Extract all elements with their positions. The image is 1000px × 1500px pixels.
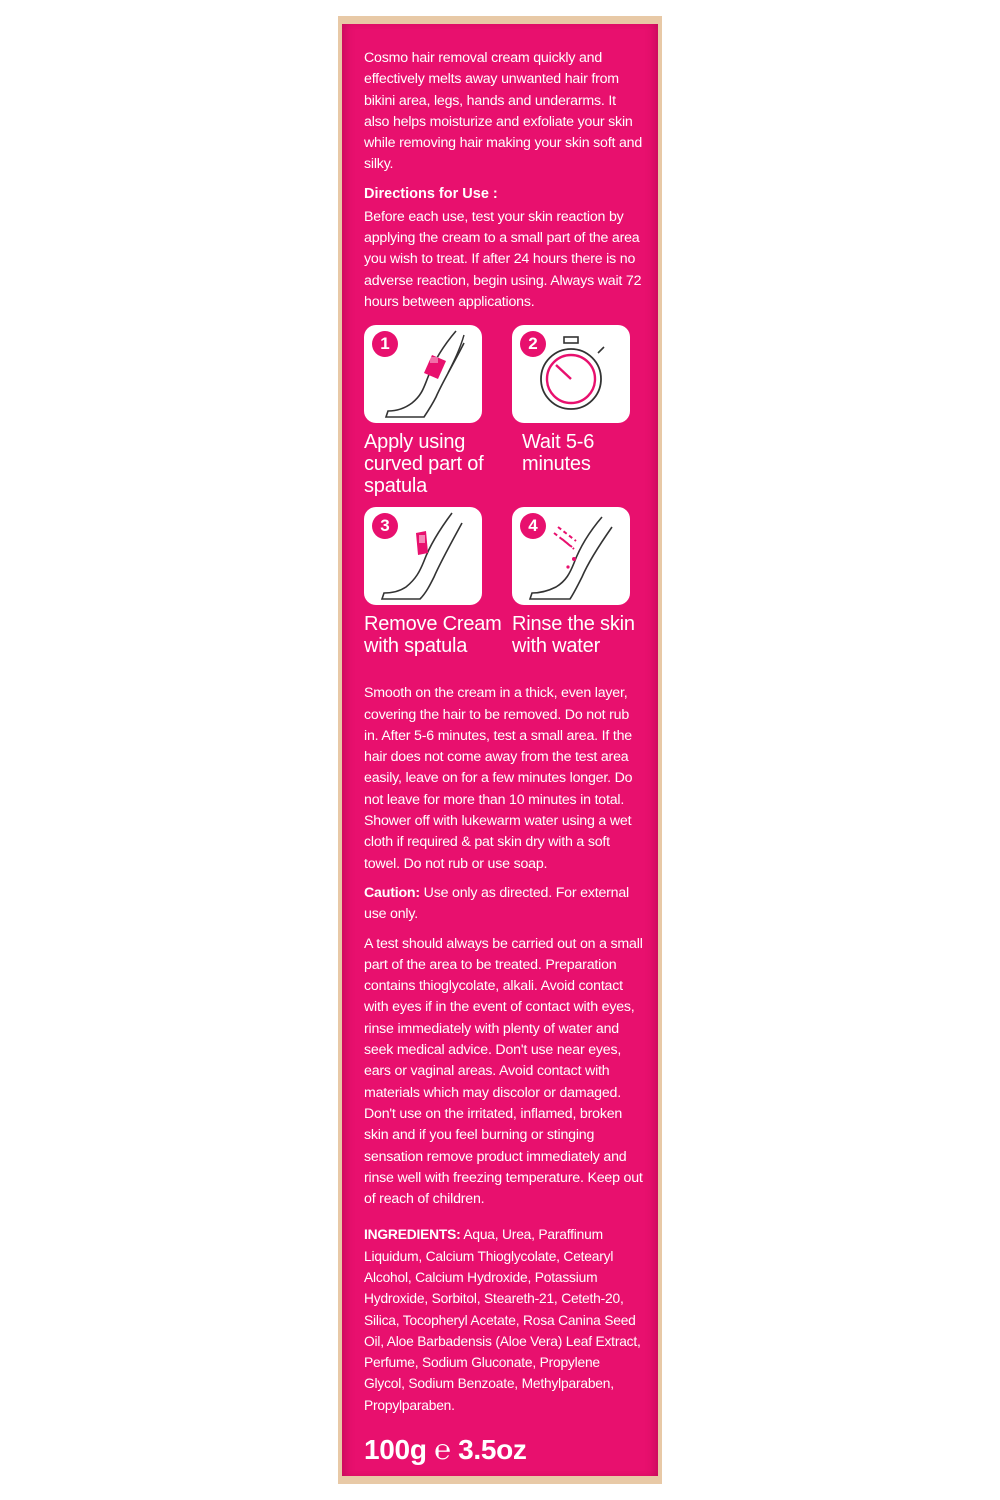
step-4-number: 4	[520, 513, 546, 539]
step-3-caption: Remove Cream with spatula	[364, 613, 502, 658]
ingredients-body: Aqua, Urea, Paraffinum Liquidum, Calcium Thioglycolate, Cetearyl Alcohol, Calcium Hydroxide, Potassium Hydroxide, Sorbitol, Steareth-21, Ceteth-20, Silica, Tocopheryl Acetate, Rosa Canina Seed Oil, Aloe Barbadensis (Aloe Vera) Leaf Extract, Perfume, Sodium Gluconate, Propylene Glycol, Sodium Benzoate, Methylparaben, Propylparaben.	[364, 1227, 641, 1413]
step-3-number: 3	[372, 513, 398, 539]
intro-text: Cosmo hair removal cream quickly and effectively melts away unwanted hair from bikini area, legs, hands and underarms. It also helps moisturize and exfoliate your skin while removing hair making your skin soft and silky.	[364, 50, 643, 173]
step-2-caption: Wait 5-6 minutes	[522, 431, 595, 476]
step-1-number: 1	[372, 331, 398, 357]
step-1-caption: Apply using curved part of spatula	[364, 431, 484, 498]
step-3	[364, 507, 504, 683]
ingredients-label: INGREDIENTS:	[364, 1227, 461, 1243]
step-2-tile	[512, 325, 630, 423]
step-1-tile	[364, 325, 482, 423]
panel-content	[364, 48, 644, 1466]
directions-text: Before each use, test your skin reaction by applying the cream to a small part of the area you wish to treat. If after 24 hours there is no adverse reaction, begin using. Always wait 72 hours between applications.	[364, 208, 642, 310]
steps-grid	[364, 325, 644, 683]
step-4-tile	[512, 507, 630, 605]
directions-heading: Directions for Use :	[364, 185, 498, 202]
step-4-caption: Rinse the skin with water	[512, 613, 635, 658]
step-4	[512, 507, 652, 683]
ingredients-text	[364, 1224, 644, 1416]
net-weight: 100g ℮ 3.5oz	[364, 1434, 527, 1466]
caution-label: Caution:	[364, 884, 420, 901]
caution-body: Use only as directed. For external use only.	[364, 884, 629, 923]
step-2	[512, 325, 652, 501]
step-1	[364, 325, 504, 501]
step-3-tile	[364, 507, 482, 605]
warning-text: A test should always be carried out on a small part of the area to be treated. Preparation contains thioglycolate, alkali. Avoid contact with eyes if in the event of contact with eyes, rinse immediately with plenty of water and seek medical advice. Don't use near eyes, ears or vaginal areas. Avoid contact with materials which may discolor or damaged. Don't use on the irritated, inflamed, broken skin and if you feel burning or stinging sensation remove product immediately and rinse well with freezing temperature. Keep out of reach of children.	[364, 935, 643, 1208]
usage-text: Smooth on the cream in a thick, even layer, covering the hair to be removed. Do not rub in. After 5-6 minutes, test a small area. If the hair does not come away from the test area easily, leave on for a few minutes longer. Do not leave for more than 10 minutes in total. Shower off with lukewarm water using a wet cloth if required & pat skin dry with a soft towel. Do not rub or use soap.	[364, 685, 633, 872]
step-2-number: 2	[520, 331, 546, 357]
caution-text	[364, 883, 644, 926]
